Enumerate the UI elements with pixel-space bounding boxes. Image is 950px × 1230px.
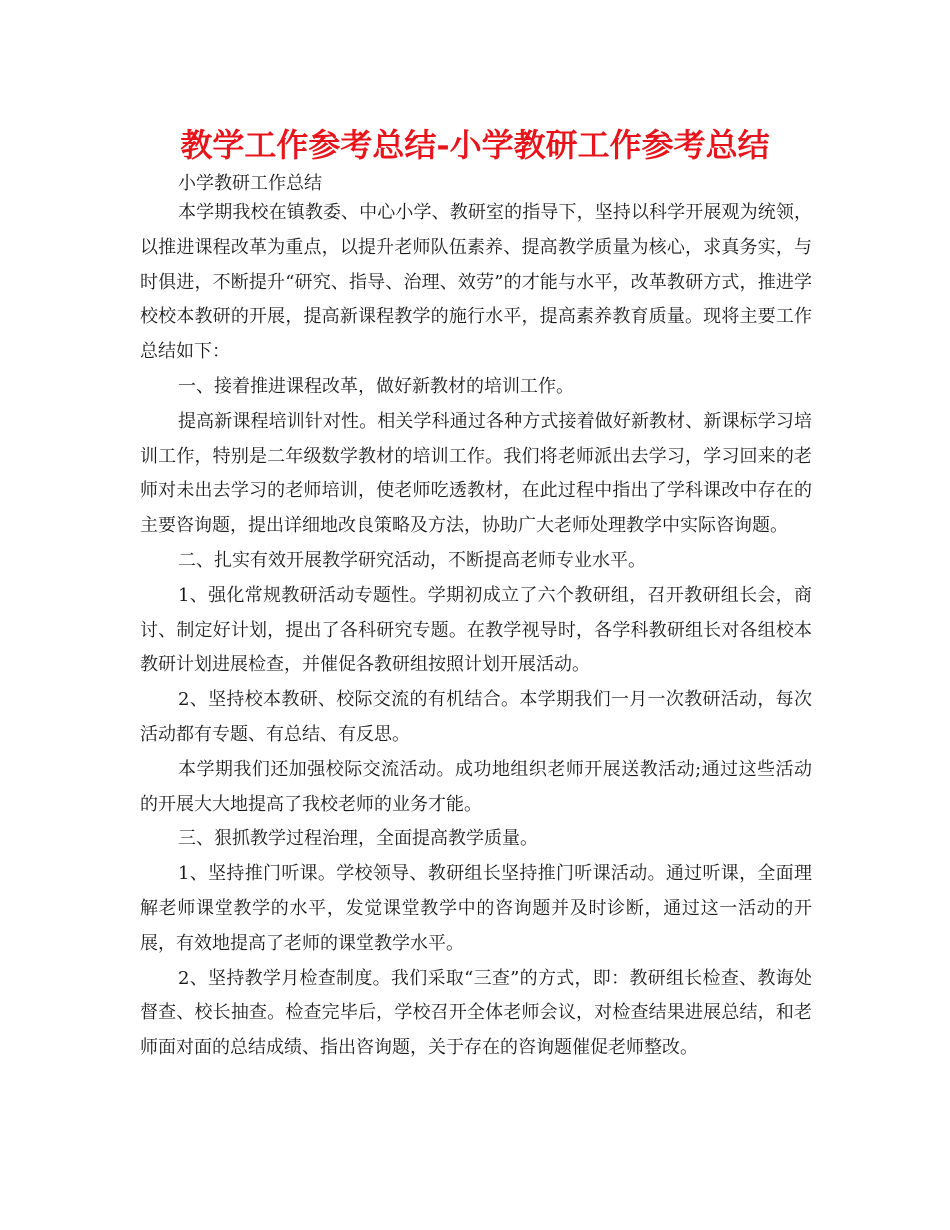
paragraph: 2、坚持教学月检查制度。我们采取“三查”的方式，即：教研组长检查、教诲处督查、校长抽查。检查完毕后，学校召开全体老师会议，对检查结果进展总结，和老师面对面的总结成绩、指出咨询题，关于存在的咨询题催促老师整改。 [140,967,812,1059]
paragraph: 提高新课程培训针对性。相关学科通过各种方式接着做好新教材、新课标学习培训工作，特别是二年级数学教材的培训工作。我们将老师派出去学习，学习回来的老师对未出去学习的老师培训，使老师吃透教材，在此过程中指出了学科课改中存在的主要咨询题，提出详细地改良策略及方法，协助广大老师处理教学中实际咨询题。 [140,410,812,537]
document-title: 教学工作参考总结-小学教研工作参考总结 [180,126,770,164]
paragraph: 1、坚持推门听课。学校领导、教研组长坚持推门听课活动。通过听课，全面理解老师课堂教学的水平，发觉课堂教学中的咨询题并及时诊断，通过这一活动的开展，有效地提高了老师的课堂教学水平。 [140,863,812,954]
paragraph: 1、强化常规教研活动专题性。学期初成立了六个教研组，召开教研组长会，商讨、制定好计划，提出了各科研究专题。在教学视导时，各学科教研组长对各组校本教研计划进展检查，并催促各教研组按照计划开展活动。 [140,584,812,676]
paragraph: 本学期我校在镇教委、中心小学、教研室的指导下，坚持以科学开展观为统领，以推进课程改革为重点，以提升老师队伍素养、提高教学质量为核心，求真务实，与时俱进，不断提升“研究、指导、治理、效劳”的才能与水平，改革教研方式，推进学校校本教研的开展，提高新课程教学的施行水平，提高素养教育质量。现将主要工作总结如下： [140,202,812,363]
document-body [140,196,812,1066]
section-heading: 二、扎实有效开展教学研究活动，不断提高老师专业水平。 [178,549,646,571]
section-heading: 一、接着推进课程改革，做好新教材的培训工作。 [178,375,574,397]
paragraph: 2、坚持校本教研、校际交流的有机结合。本学期我们一月一次教研活动，每次活动都有专题、有总结、有反思。 [140,689,812,745]
paragraph: 本学期我们还加强校际交流活动。成功地组织老师开展送教活动;通过这些活动的开展大大地提高了我校老师的业务才能。 [140,758,812,815]
section-heading: 三、狠抓教学过程治理，全面提高教学质量。 [178,828,538,850]
document-subtitle: 小学教研工作总结 [178,173,322,194]
